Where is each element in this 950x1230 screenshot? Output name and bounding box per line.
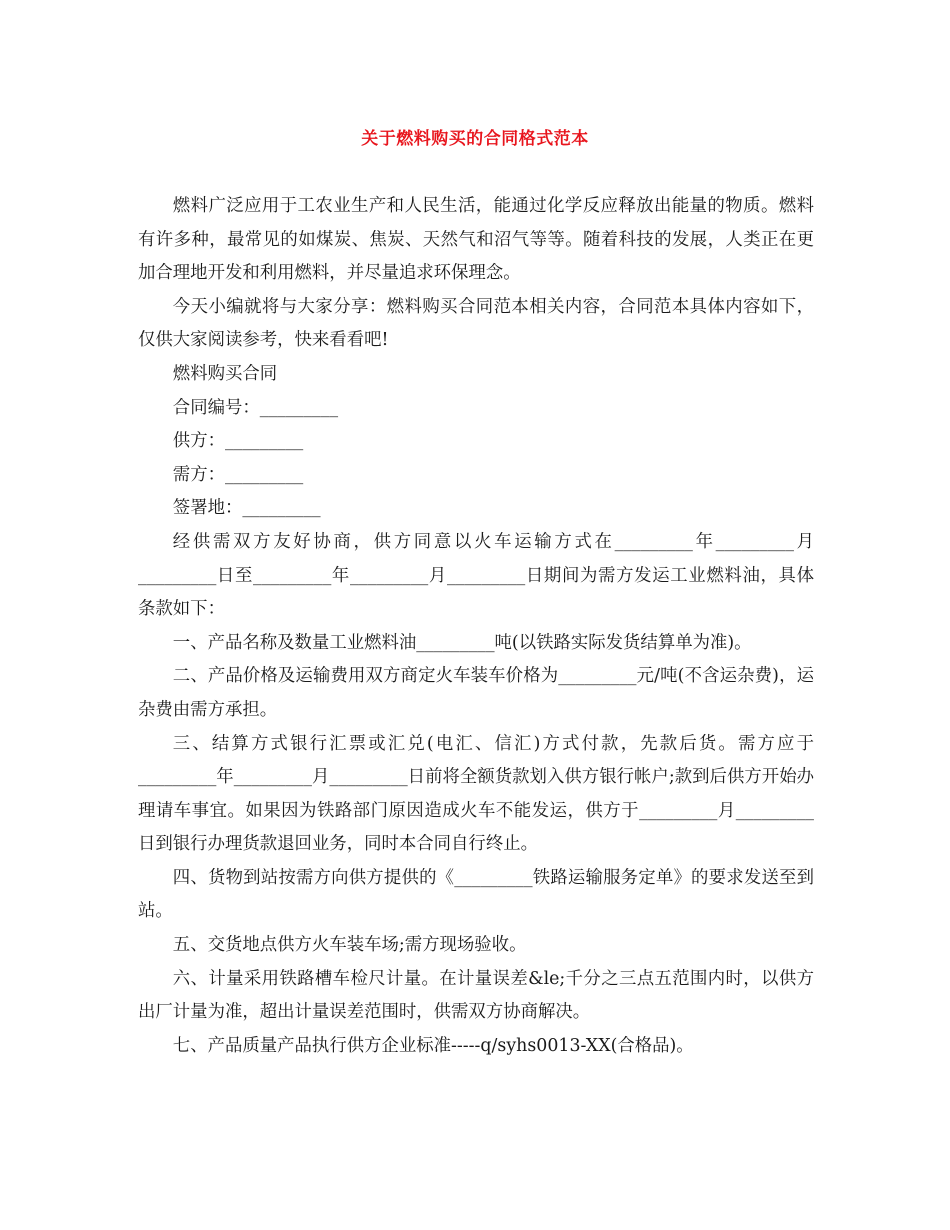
clause-5: 五、交货地点供方火车装车场;需方现场验收。 [172,935,527,956]
clause-3: 三、结算方式银行汇票或汇兑(电汇、信汇)方式付款，先款后货。需方应于_________年_________月_________日前将全额货款划入供方银行帐户;款到后供方开始办理请车事宜。如果因为铁路部门原因造成火车不能发运，供方于_________月_________日到银行办理货款退回业务，同时本合同自行终止。 [138,733,814,855]
contract-heading: 燃料购买合同 [172,363,278,384]
document-title: 关于燃料购买的合同格式范本 [361,129,589,149]
contract-number-line: 合同编号：_________ [172,397,339,418]
buyer-line: 需方：_________ [172,464,304,485]
clause-7: 七、产品质量产品执行供方企业标准-----q/syhs0013-XX(合格品)。 [172,1035,694,1056]
document-body [138,190,814,1063]
signing-place-line: 签署地：_________ [172,498,321,519]
clause-2: 二、产品价格及运输费用双方商定火车装车价格为_________元/吨(不含运杂费)，运杂费由需方承担。 [138,666,814,720]
clause-4: 四、货物到站按需方向供方提供的《_________铁路运输服务定单》的要求发送至到站。 [138,867,814,922]
clause-6: 六、计量采用铁路槽车检尺计量。在计量误差&le;千分之三点五范围内时，以供方出厂计量为准，超出计量误差范围时，供需双方协商解决。 [138,968,814,1023]
clause-1: 一、产品名称及数量工业燃料油_________吨(以铁路实际发货结算单为准)。 [172,632,752,653]
supplier-line: 供方：_________ [172,431,304,452]
share-paragraph: 今天小编就将与大家分享：燃料购买合同范本相关内容，合同范本具体内容如下，仅供大家阅读参考，快来看看吧! [138,296,814,351]
agreement-paragraph: 经供需双方友好协商，供方同意以火车运输方式在_________年_________月_________日至_________年_________月_________日期间为需方发运工业燃料油，具体条款如下： [138,531,814,620]
intro-paragraph: 燃料广泛应用于工农业生产和人民生活，能通过化学反应释放出能量的物质。燃料有许多种，最常见的如煤炭、焦炭、天然气和沼气等等。随着科技的发展，人类正在更加合理地开发和利用燃料，并尽量追求环保理念。 [138,196,814,284]
